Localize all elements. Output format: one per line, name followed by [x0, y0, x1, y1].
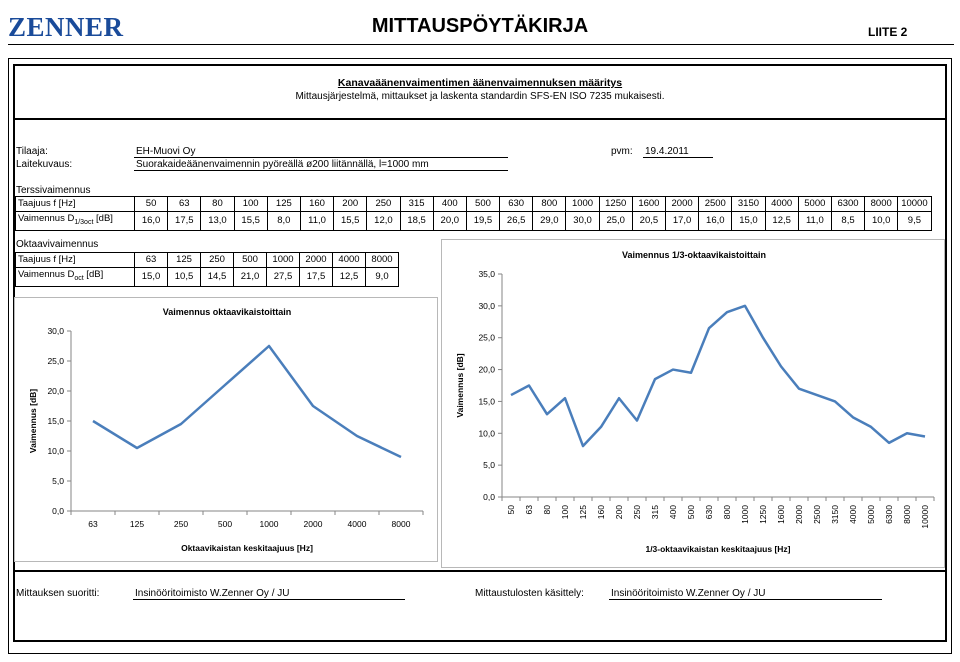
- x-tick-label: 3150: [830, 505, 840, 524]
- y-tick-label: 30,0: [47, 326, 64, 336]
- oct-value-cell: 15,0: [135, 268, 168, 287]
- x-tick-label: 800: [722, 505, 732, 520]
- y-tick-label: 20,0: [47, 386, 64, 396]
- y-axis-label: Vaimennus [dB]: [455, 353, 465, 418]
- third-freq-cell: 160: [300, 197, 333, 212]
- x-tick-label: 100: [560, 505, 570, 520]
- oct-freq-cell: 250: [201, 253, 234, 268]
- y-tick-label: 5,0: [52, 476, 64, 486]
- oct-freq-cell: 125: [168, 253, 201, 268]
- octave-title: Oktaavivaimennus: [16, 239, 99, 250]
- third-value-cell: 26,5: [500, 212, 533, 231]
- third-freq-cell: 125: [267, 197, 300, 212]
- third-freq-cell: 400: [433, 197, 466, 212]
- third-freq-cell: 5000: [798, 197, 831, 212]
- x-tick-label: 50: [506, 505, 516, 515]
- third-att-main: Vaimennus D: [18, 213, 75, 224]
- device-value: Suorakaideäänenvaimennin pyöreällä ø200 liitännällä, l=1000 mm: [134, 158, 508, 171]
- third-value-cell: 12,5: [765, 212, 798, 231]
- oct-value-cell: 9,0: [366, 268, 399, 287]
- y-tick-label: 15,0: [478, 396, 495, 407]
- y-tick-label: 5,0: [483, 460, 495, 471]
- third-value-cell: 16,0: [699, 212, 732, 231]
- oct-freq-cell: 63: [135, 253, 168, 268]
- x-tick-label: 2500: [812, 505, 822, 524]
- third-freq-cell: 1000: [566, 197, 599, 212]
- y-tick-label: 0,0: [483, 492, 495, 502]
- third-freq-cell: 250: [367, 197, 400, 212]
- third-freq-cell: 2000: [666, 197, 699, 212]
- oct-value-cell: 10,5: [168, 268, 201, 287]
- x-axis-label: 1/3-oktaavikaistan keskitaajuus [Hz]: [645, 544, 791, 554]
- client-value: EH-Muovi Oy: [134, 145, 508, 158]
- third-value-cell: 19,5: [466, 212, 499, 231]
- processed-value: Insinööritoimisto W.Zenner Oy / JU: [609, 587, 882, 600]
- third-freq-cell: 3150: [732, 197, 765, 212]
- oct-freq-cell: 4000: [333, 253, 366, 268]
- performed-label: Mittauksen suoritti:: [16, 588, 100, 599]
- x-tick-label: 4000: [848, 505, 858, 524]
- appendix-label: LIITE 2: [868, 25, 908, 39]
- y-tick-label: 25,0: [478, 332, 495, 343]
- y-tick-label: 25,0: [47, 356, 64, 366]
- x-tick-label: 250: [632, 505, 642, 520]
- y-tick-label: 0,0: [52, 506, 64, 516]
- oct-freq-cell: 2000: [300, 253, 333, 268]
- zenner-logo: ZENNER: [8, 12, 124, 42]
- third-octave-chart: [442, 240, 944, 567]
- x-tick-label: 1000: [740, 505, 750, 524]
- section-divider-top: [13, 118, 947, 120]
- third-freq-cell: 315: [400, 197, 433, 212]
- oct-freq-cell: 500: [234, 253, 267, 268]
- octave-chart: [15, 298, 437, 561]
- third-freq-cell: 200: [334, 197, 367, 212]
- third-value-cell: 12,0: [367, 212, 400, 231]
- oct-att-unit: [dB]: [83, 269, 104, 280]
- x-tick-label: 1250: [758, 505, 768, 524]
- oct-freq-cell: 8000: [366, 253, 399, 268]
- third-value-cell: 29,0: [533, 212, 566, 231]
- x-axis-label: Oktaavikaistan keskitaajuus [Hz]: [181, 543, 313, 553]
- octave-chart-box: [14, 297, 438, 562]
- third-value-cell: 16,0: [135, 212, 168, 231]
- third-value-cell: 10,0: [865, 212, 898, 231]
- table-row: [16, 197, 932, 212]
- third-value-cell: 18,5: [400, 212, 433, 231]
- table-row: [16, 253, 399, 268]
- chart-title: Vaimennus 1/3-oktaavikaistoittain: [621, 250, 767, 260]
- third-octave-title: Terssivaimennus: [16, 185, 91, 196]
- third-freq-cell: 10000: [898, 197, 931, 212]
- table-row: [16, 268, 399, 287]
- x-tick-label: 125: [129, 519, 145, 529]
- third-octave-chart-box: [441, 239, 945, 568]
- oct-att-main: Vaimennus D: [18, 269, 75, 280]
- x-tick-label: 160: [596, 505, 606, 520]
- third-freq-cell: 500: [466, 197, 499, 212]
- x-tick-label: 400: [668, 505, 678, 520]
- x-tick-label: 5000: [866, 505, 876, 524]
- x-tick-label: 500: [686, 505, 696, 520]
- y-tick-label: 15,0: [47, 416, 64, 426]
- third-freq-cell: 4000: [765, 197, 798, 212]
- third-freq-cell: 63: [168, 197, 201, 212]
- x-tick-label: 63: [88, 519, 98, 529]
- y-tick-label: 20,0: [478, 364, 495, 375]
- third-freq-cell: 1600: [632, 197, 665, 212]
- y-tick-label: 30,0: [478, 300, 495, 311]
- octave-table: [15, 252, 399, 287]
- third-freq-cell: 630: [500, 197, 533, 212]
- y-tick-label: 10,0: [478, 428, 495, 439]
- date-label: pvm:: [611, 146, 633, 157]
- oct-freq-header: Taajuus f [Hz]: [16, 253, 135, 268]
- third-value-cell: 15,0: [732, 212, 765, 231]
- performed-value: Insinööritoimisto W.Zenner Oy / JU: [133, 587, 405, 600]
- third-value-cell: 9,5: [898, 212, 931, 231]
- third-value-cell: 11,0: [798, 212, 831, 231]
- x-tick-label: 250: [173, 519, 189, 529]
- oct-value-cell: 27,5: [267, 268, 300, 287]
- third-value-cell: 8,0: [267, 212, 300, 231]
- third-freq-cell: 8000: [865, 197, 898, 212]
- x-tick-label: 1000: [259, 519, 279, 529]
- x-tick-label: 8000: [391, 519, 411, 529]
- third-value-cell: 15,5: [334, 212, 367, 231]
- oct-att-header: [16, 268, 135, 287]
- third-freq-cell: 6300: [831, 197, 864, 212]
- oct-att-sub: oct: [74, 274, 84, 282]
- x-tick-label: 80: [542, 505, 552, 515]
- series-line: [93, 346, 401, 457]
- date-value: 19.4.2011: [643, 145, 713, 158]
- y-axis-label: Vaimennus [dB]: [28, 388, 38, 454]
- third-value-cell: 20,0: [433, 212, 466, 231]
- third-freq-header: Taajuus f [Hz]: [16, 197, 135, 212]
- header-divider: [8, 44, 954, 45]
- x-tick-label: 10000: [920, 505, 930, 529]
- report-subtitle: Kanavaäänenvaimentimen äänenvaimennuksen määritys: [337, 77, 623, 89]
- x-tick-label: 2000: [794, 505, 804, 524]
- oct-value-cell: 12,5: [333, 268, 366, 287]
- third-freq-cell: 800: [533, 197, 566, 212]
- series-line: [511, 306, 925, 446]
- third-value-cell: 11,0: [300, 212, 333, 231]
- third-value-cell: 17,5: [168, 212, 201, 231]
- table-row: [16, 212, 932, 231]
- x-tick-label: 8000: [902, 505, 912, 524]
- x-tick-label: 1600: [776, 505, 786, 524]
- third-value-cell: 13,0: [201, 212, 234, 231]
- third-octave-table: [15, 196, 932, 231]
- x-tick-label: 200: [614, 505, 624, 520]
- third-freq-cell: 50: [135, 197, 168, 212]
- oct-freq-cell: 1000: [267, 253, 300, 268]
- x-tick-label: 63: [524, 505, 534, 515]
- third-value-cell: 8,5: [831, 212, 864, 231]
- third-freq-cell: 100: [234, 197, 267, 212]
- oct-value-cell: 17,5: [300, 268, 333, 287]
- oct-value-cell: 21,0: [234, 268, 267, 287]
- third-value-cell: 30,0: [566, 212, 599, 231]
- y-tick-label: 35,0: [478, 269, 495, 279]
- third-att-header: [16, 212, 135, 231]
- x-tick-label: 6300: [884, 505, 894, 524]
- third-value-cell: 17,0: [666, 212, 699, 231]
- processed-label: Mittaustulosten käsittely:: [475, 588, 584, 599]
- device-label: Laitekuvaus:: [16, 159, 73, 170]
- third-att-unit: [dB]: [93, 213, 113, 224]
- third-att-sub: 1/3oct: [74, 218, 94, 226]
- x-tick-label: 4000: [347, 519, 367, 529]
- client-label: Tilaaja:: [16, 146, 48, 157]
- section-divider-bottom: [13, 570, 947, 572]
- x-tick-label: 125: [578, 505, 588, 520]
- x-tick-label: 315: [650, 505, 660, 520]
- third-value-cell: 20,5: [632, 212, 665, 231]
- chart-title: Vaimennus oktaavikaistoittain: [162, 307, 292, 317]
- x-tick-label: 500: [217, 519, 233, 529]
- third-value-cell: 15,5: [234, 212, 267, 231]
- x-tick-label: 2000: [303, 519, 323, 529]
- x-tick-label: 630: [704, 505, 714, 520]
- y-tick-label: 10,0: [47, 446, 64, 456]
- third-freq-cell: 2500: [699, 197, 732, 212]
- page-title: MITTAUSPÖYTÄKIRJA: [371, 15, 589, 37]
- third-value-cell: 25,0: [599, 212, 632, 231]
- third-freq-cell: 1250: [599, 197, 632, 212]
- third-freq-cell: 80: [201, 197, 234, 212]
- oct-value-cell: 14,5: [201, 268, 234, 287]
- report-standard: Mittausjärjestelmä, mittaukset ja laskenta standardin SFS-EN ISO 7235 mukaisesti.: [295, 91, 665, 102]
